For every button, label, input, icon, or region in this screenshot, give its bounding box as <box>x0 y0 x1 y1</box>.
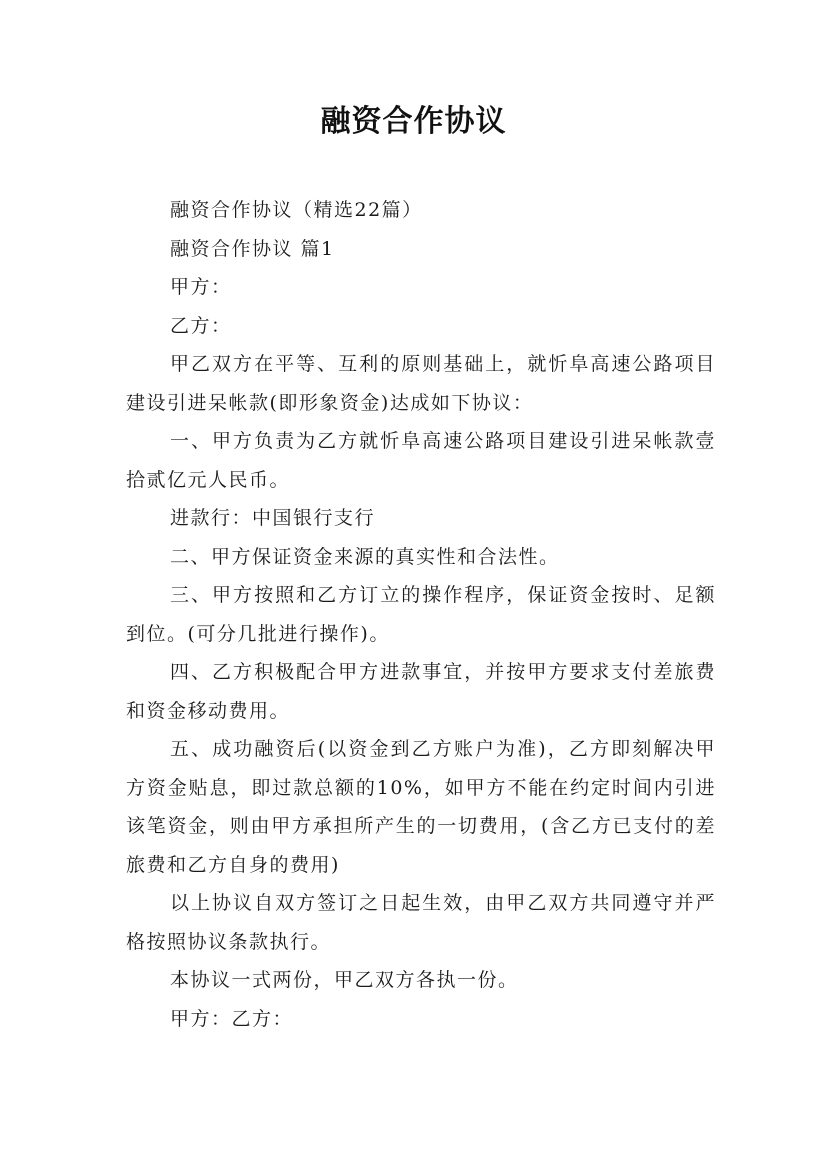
receiving-bank-line: 进款行：中国银行支行 <box>170 507 376 529</box>
section-heading: 融资合作协议 篇1 <box>170 237 335 260</box>
document-title: 融资合作协议 <box>320 104 507 139</box>
party-a-line: 甲方： <box>170 276 232 298</box>
preamble-paragraph: 甲乙双方在平等、互利的原则基础上，就忻阜高速公路项目建设引进呆帐款(即形象资金)达成如下协议： <box>126 353 716 414</box>
document-body <box>126 191 716 1038</box>
signature-line: 甲方：乙方： <box>170 1007 294 1030</box>
clause-3: 三、甲方按照和乙方订立的操作程序，保证资金按时、足额到位。(可分几批进行操作)。 <box>126 584 716 645</box>
clause-5: 五、成功融资后(以资金到乙方账户为准)，乙方即刻解决甲方资金贴息，即过款总额的10%，如甲方不能在约定时间内引进该笔资金，则由甲方承担所产生的一切费用，(含乙方已支付的差旅费和乙方自身的费用) <box>126 738 716 876</box>
copies-clause: 本协议一式两份，甲乙双方各执一份。 <box>170 969 519 991</box>
clause-4: 四、乙方积极配合甲方进款事宜，并按甲方要求支付差旅费和资金移动费用。 <box>126 661 716 722</box>
party-b-line: 乙方： <box>170 314 232 337</box>
clause-1: 一、甲方负责为乙方就忻阜高速公路项目建设引进呆帐款壹拾贰亿元人民币。 <box>126 430 716 491</box>
subtitle-line: 融资合作协议（精选22篇） <box>170 199 423 221</box>
clause-2: 二、甲方保证资金来源的真实性和合法性。 <box>170 545 560 568</box>
effective-clause: 以上协议自双方签订之日起生效，由甲乙双方共同遵守并严格按照协议条款执行。 <box>126 892 716 953</box>
